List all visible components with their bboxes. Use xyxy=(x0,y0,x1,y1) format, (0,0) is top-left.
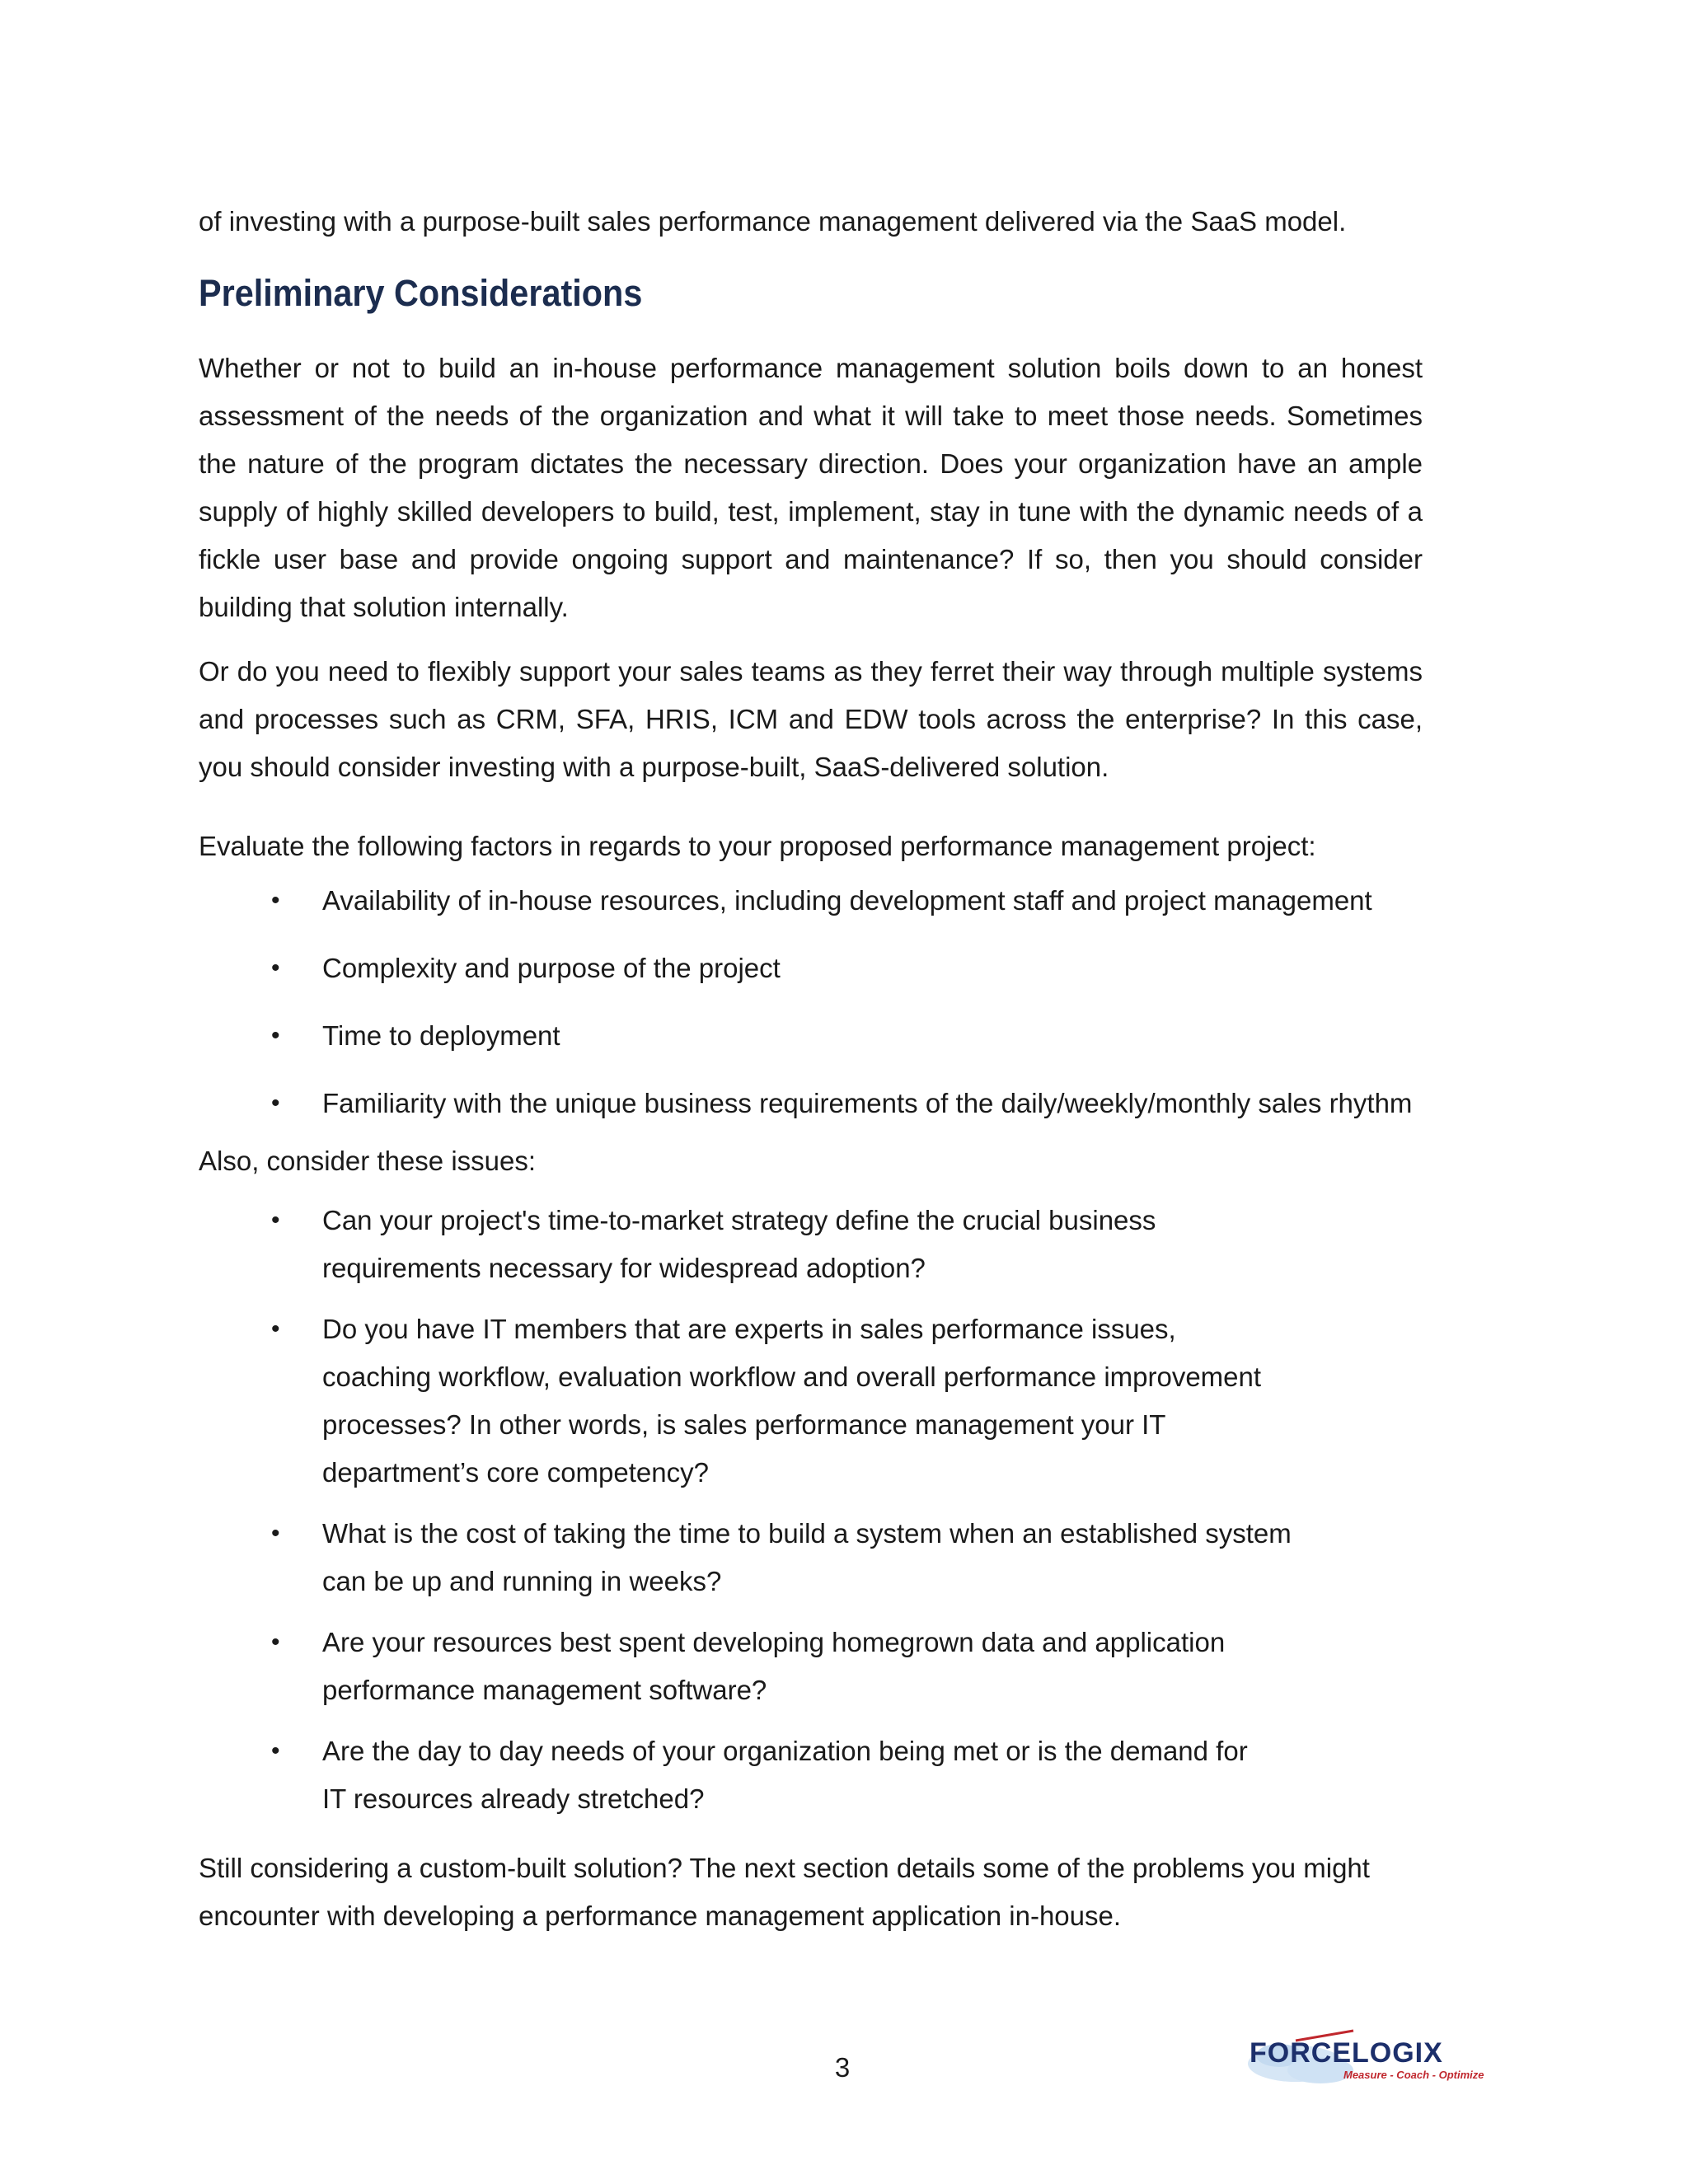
bullet-icon: • xyxy=(271,1629,280,1656)
bullet-icon: • xyxy=(271,1090,280,1117)
paragraph-2: Or do you need to flexibly support your sales teams as they ferret their way through multiple systems and processes such as CRM, SFA, HRIS, ICM and EDW tools across the enterprise? In this case, you should consider investing with a purpose-built, SaaS-delivered solution. xyxy=(199,656,1423,782)
paragraph-1: Whether or not to build an in-house performance management solution boils down to an honest assessment of the needs of the organization and what it will take to meet those needs. Sometimes the nature of the program dictates the necessary direction. Does your organization have an ample supply of highly skilled developers to build, test, implement, stay in tune with the dynamic needs of a fickle user base and provide ongoing support and maintenance? If so, then you should consider building that solution internally. xyxy=(199,353,1423,622)
list-item-text: Familiarity with the unique business requirements of the daily/weekly/monthly sales rhythm xyxy=(322,1088,1413,1118)
closing-paragraph: Still considering a custom-built solution? The next section details some of the problems you might encounter with developing a performance management application in-house. xyxy=(199,1853,1370,1931)
list-item xyxy=(199,1510,1295,1605)
list-item-text: What is the cost of taking the time to build a system when an established system can be up and running in weeks? xyxy=(322,1518,1292,1596)
list-item xyxy=(199,1619,1270,1714)
list-item-text: Are your resources best spent developing homegrown data and application performance management software? xyxy=(322,1627,1226,1705)
list-item-text: Can your project's time-to-market strategy define the crucial business requirements necessary for widespread adoption? xyxy=(322,1205,1156,1283)
section-heading: Preliminary Considerations xyxy=(199,272,643,314)
list-item xyxy=(199,1305,1270,1497)
page-number: 3 xyxy=(834,2052,851,2083)
list-item xyxy=(199,1197,1270,1292)
list-item-text: Availability of in-house resources, including development staff and project management xyxy=(322,885,1372,916)
list-item xyxy=(199,1080,1423,1127)
forcelogix-logo-graphic xyxy=(1246,2029,1518,2095)
forcelogix-logo xyxy=(1246,2029,1518,2095)
list-item-text: Do you have IT members that are experts in sales performance issues, coaching workflow, evaluation workflow and overall performance improvement processes? In other words, is sales performance management your IT department’s core competency? xyxy=(322,1314,1262,1488)
also-lead: Also, consider these issues: xyxy=(199,1146,537,1176)
bullet-icon: • xyxy=(271,1520,280,1547)
list-item-text: Time to deployment xyxy=(322,1020,560,1051)
factors-list xyxy=(199,877,1423,1127)
evaluate-lead: Evaluate the following factors in regards to your proposed performance management project: xyxy=(199,831,1316,861)
list-item-text: Are the day to day needs of your organization being met or is the demand for IT resources already stretched? xyxy=(322,1736,1248,1814)
bullet-icon: • xyxy=(271,954,280,982)
bullet-icon: • xyxy=(271,1737,280,1765)
list-item-text: Complexity and purpose of the project xyxy=(322,953,781,983)
bullet-icon: • xyxy=(271,1022,280,1049)
logo-tagline: Measure - Coach - Optimize xyxy=(1343,2069,1484,2081)
list-item xyxy=(199,877,1423,925)
bullet-icon: • xyxy=(271,1315,280,1343)
issues-list xyxy=(199,1197,1423,1823)
list-item xyxy=(199,1727,1270,1823)
list-item xyxy=(199,1012,1423,1060)
list-item xyxy=(199,944,1423,992)
bullet-icon: • xyxy=(271,1207,280,1234)
intro-line: of investing with a purpose-built sales performance management delivered via the SaaS model. xyxy=(199,206,1347,237)
bullet-icon: • xyxy=(271,887,280,914)
logo-name: FORCELOGIX xyxy=(1250,2037,1443,2069)
page-content xyxy=(199,198,1423,1940)
